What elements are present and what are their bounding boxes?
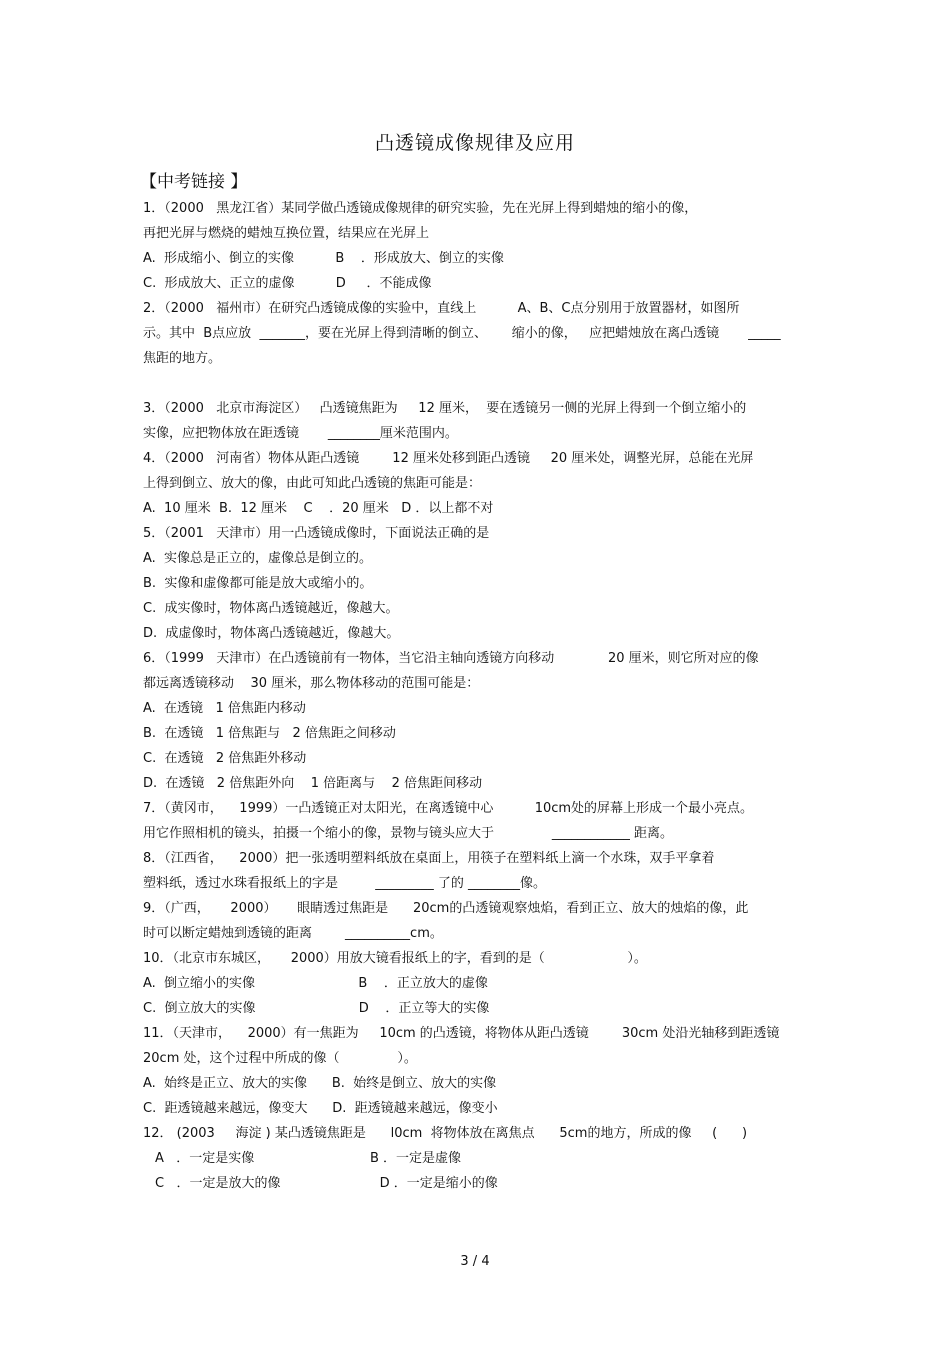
text-line: A. 实像总是正立的，虚像总是倒立的。 (143, 551, 373, 566)
text-line: 3．（2000 北京市海淀区） 凸透镜焦距为 12 厘米， 要在透镜另一侧的光屏上得到一个倒立缩小的 (143, 401, 747, 416)
text-line: C. 成实像时，物体离凸透镜越近，像越大。 (143, 601, 399, 616)
page-title: 凸透镜成像规律及应用 (374, 132, 575, 154)
text-line: 20cm 处，这个过程中所成的像（ ）。 (143, 1051, 417, 1066)
text-line: A. 在透镜 1 倍焦距内移动 (143, 701, 306, 716)
text-line: 1．（2000 黑龙江省）某同学做凸透镜成像规律的研究实验，先在光屏上得到蜡烛的缩小的像， (143, 201, 698, 216)
text-line: 上得到倒立、放大的像，由此可知此凸透镜的焦距可能是： (143, 476, 482, 491)
text-line: 6．（1999 天津市）在凸透镜前有一物体，当它沿主轴向透镜方向移动 20 厘米，则它所对应的像 (143, 651, 759, 666)
text-line: C. 在透镜 2 倍焦距外移动 (143, 751, 307, 766)
text-line: 2．（2000 福州市）在研究凸透镜成像的实验中，直线上 A、B、C点分别用于放置器材，如图所 (143, 301, 740, 316)
section-heading: 【中考链接 】 (140, 172, 248, 192)
text-line: C ．一定是放大的像 D ．一定是缩小的像 (155, 1176, 498, 1191)
text-line: 示。其中 B点应放 _______，要在光屏上得到清晰的倒立、 缩小的像， 应把蜡烛放在离凸透镜 _____ (143, 326, 781, 341)
text-line: 实像，应把物体放在距透镜 ________厘米范围内。 (143, 426, 458, 441)
text-line: A. 10 厘米 B. 12 厘米 C ．20 厘米 D ．以上都不对 (143, 501, 494, 516)
text-line: B. 实像和虚像都可能是放大或缩小的。 (143, 576, 373, 591)
text-line: 都远离透镜移动 30 厘米，那么物体移动的范围可能是： (143, 676, 480, 691)
text-line: 11．（天津市， 2000）有一焦距为 10cm 的凸透镜，将物体从距凸透镜 30cm 处沿光轴移到距透镜 (143, 1026, 780, 1041)
text-line: 用它作照相机的镜头，拍摄一个缩小的像，景物与镜头应大于 ____________ 距离。 (143, 826, 673, 841)
text-line: C. 距透镜越来越远，像变大 D. 距透镜越来越远，像变小 (143, 1101, 498, 1116)
text-line: B. 在透镜 1 倍焦距与 2 倍焦距之间移动 (143, 726, 396, 741)
text-line: 时可以断定蜡烛到透镜的距离 __________cm。 (143, 926, 443, 941)
text-line: 焦距的地方。 (143, 351, 222, 366)
text-line: A. 倒立缩小的实像 B ．正立放大的虚像 (143, 976, 488, 991)
text-line: 4．（2000 河南省）物体从距凸透镜 12 厘米处移到距凸透镜 20 厘米处，调整光屏，总能在光屏 (143, 451, 754, 466)
text-line: C. 形成放大、正立的虚像 D ．不能成像 (143, 276, 432, 291)
text-line: 再把光屏与燃烧的蜡烛互换位置，结果应在光屏上 (143, 226, 430, 241)
text-line: 10．（北京市东城区， 2000）用放大镜看报纸上的字，看到的是（ ）。 (143, 951, 647, 966)
text-line: 5．（2001 天津市）用一凸透镜成像时，下面说法正确的是 (143, 526, 490, 541)
text-line: A. 形成缩小、倒立的实像 B ．形成放大、倒立的实像 (143, 251, 504, 266)
text-line: 塑料纸，透过水珠看报纸上的字是 _________ 了的 ________像。 (143, 876, 546, 891)
page-number: 3 / 4 (460, 1254, 490, 1269)
text-line: 8．（江西省， 2000）把一张透明塑料纸放在桌面上，用筷子在塑料纸上滴一个水珠，双手平拿着 (143, 851, 715, 866)
text-line: 12． (2003 海淀 ) 某凸透镜焦距是 l0cm 将物体放在离焦点 5cm的地方，所成的像 ( ) (143, 1126, 748, 1141)
text-line: A ．一定是实像 B ．一定是虚像 (155, 1151, 462, 1166)
text-line: C. 倒立放大的实像 D ．正立等大的实像 (143, 1001, 490, 1016)
text-line (143, 371, 823, 396)
text-line: D. 在透镜 2 倍焦距外向 1 倍距离与 2 倍焦距间移动 (143, 776, 483, 791)
question-list (143, 196, 823, 1196)
text-line: D. 成虚像时，物体离凸透镜越近，像越大。 (143, 626, 400, 641)
text-line: A. 始终是正立、放大的实像 B. 始终是倒立、放大的实像 (143, 1076, 497, 1091)
text-line: 7．（黄冈市， 1999）一凸透镜正对太阳光，在离透镜中心 10cm处的屏幕上形成一个最小亮点。 (143, 801, 754, 816)
text-line: 9．（广西， 2000） 眼睛透过焦距是 20cm的凸透镜观察烛焰，看到正立、放大的烛焰的像，此 (143, 901, 749, 916)
